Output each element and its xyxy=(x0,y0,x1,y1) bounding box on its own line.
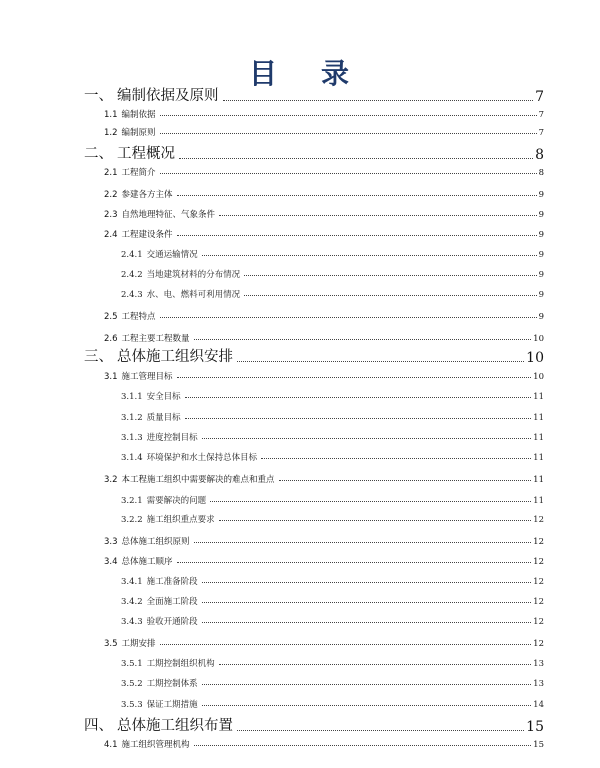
toc-dot-leader xyxy=(219,663,532,665)
toc-entry-label xyxy=(104,555,175,567)
toc-page-number: 7 xyxy=(538,128,544,138)
toc-entry-level-2[interactable] xyxy=(104,736,544,750)
toc-entry-level-2[interactable] xyxy=(104,635,544,649)
toc-dot-leader xyxy=(160,172,537,174)
toc-entry-number: 3.5.2 xyxy=(121,679,143,689)
toc-entry-label xyxy=(84,345,235,366)
toc-entry-label xyxy=(121,595,200,607)
toc-entry-label xyxy=(121,575,200,587)
toc-entry-number: 2.1 xyxy=(104,168,118,178)
toc-entry-number: 3.3 xyxy=(104,537,118,547)
toc-dot-leader xyxy=(210,500,531,502)
toc-dot-leader xyxy=(261,457,531,459)
toc-page-number: 8 xyxy=(538,168,544,178)
toc-dot-leader xyxy=(194,541,532,543)
toc-entry-text: 水、电、燃料可利用情况 xyxy=(146,290,241,300)
toc-entry-level-3[interactable] xyxy=(121,696,544,710)
toc-dot-leader xyxy=(219,519,532,521)
toc-entry-label xyxy=(121,451,259,463)
toc-entry-level-3[interactable] xyxy=(121,449,544,463)
toc-entry-text: 工期控制组织机构 xyxy=(146,659,215,669)
toc-entry-label xyxy=(84,714,235,735)
toc-dot-leader xyxy=(202,437,532,439)
toc-page-number: 11 xyxy=(533,392,544,402)
toc-page-number: 9 xyxy=(538,230,544,240)
toc-entry-number: 3.5.3 xyxy=(121,700,143,710)
toc-page-number: 9 xyxy=(538,250,544,260)
toc-entry-text: 当地建筑材料的分布情况 xyxy=(146,270,241,280)
toc-entry-level-2[interactable] xyxy=(104,226,544,240)
toc-entry-number: 3.4.3 xyxy=(121,617,143,627)
toc-entry-level-2[interactable] xyxy=(104,533,544,547)
toc-entry-level-2[interactable] xyxy=(104,553,544,567)
toc-entry-number: 3.4.1 xyxy=(121,577,143,587)
toc-entry-level-1[interactable] xyxy=(84,715,544,735)
toc-entry-label xyxy=(121,411,183,423)
toc-page-number: 10 xyxy=(533,334,544,344)
toc-entry-number: 2.3 xyxy=(104,210,118,220)
toc-entry-text: 工期控制体系 xyxy=(146,679,198,689)
toc-entry-label xyxy=(121,268,242,280)
toc-page-number: 10 xyxy=(533,372,544,382)
toc-entry-number: 3.1.3 xyxy=(121,433,143,443)
toc-entry-number: 2.2 xyxy=(104,190,118,200)
toc-entry-label xyxy=(121,513,217,525)
toc-page-number: 7 xyxy=(538,110,544,120)
toc-entry-level-2[interactable] xyxy=(104,330,544,344)
toc-entry-level-3[interactable] xyxy=(121,593,544,607)
toc-dot-leader xyxy=(237,360,524,362)
toc-entry-text: 编制依据 xyxy=(121,110,156,120)
toc-page-number: 12 xyxy=(533,515,544,525)
toc-page-number: 13 xyxy=(533,659,544,669)
toc-entry-level-3[interactable] xyxy=(121,266,544,280)
toc-entry-level-1[interactable] xyxy=(84,85,544,105)
toc-entry-number: 四、 xyxy=(84,718,113,734)
toc-page-number: 15 xyxy=(526,719,544,735)
toc-entry-level-3[interactable] xyxy=(121,613,544,627)
toc-dot-leader xyxy=(185,417,532,419)
toc-entry-level-3[interactable] xyxy=(121,655,544,669)
toc-dot-leader xyxy=(223,99,534,101)
toc-entry-number: 2.6 xyxy=(104,334,118,344)
toc-page-number: 14 xyxy=(533,700,544,710)
toc-entry-level-2[interactable] xyxy=(104,308,544,322)
toc-entry-text: 工程建设条件 xyxy=(121,230,173,240)
toc-dot-leader xyxy=(160,316,537,318)
toc-entry-number: 二、 xyxy=(84,146,113,162)
toc-entry-number: 3.1.1 xyxy=(121,392,143,402)
toc-entry-level-3[interactable] xyxy=(121,246,544,260)
toc-dot-leader xyxy=(194,338,532,340)
toc-entry-label xyxy=(121,390,183,402)
toc-entry-number: 三、 xyxy=(84,349,113,365)
toc-entry-level-3[interactable] xyxy=(121,675,544,689)
toc-dot-leader xyxy=(244,294,536,296)
toc-entry-text: 参建各方主体 xyxy=(121,190,173,200)
toc-page-number: 10 xyxy=(526,350,544,366)
toc-entry-label xyxy=(104,188,175,200)
toc-entry-level-1[interactable] xyxy=(84,143,544,163)
toc-entry-level-3[interactable] xyxy=(121,286,544,300)
toc-page-number: 15 xyxy=(533,740,544,750)
toc-entry-level-3[interactable] xyxy=(121,511,544,525)
toc-entry-text: 质量目标 xyxy=(146,413,181,423)
toc-page-number: 8 xyxy=(535,147,544,163)
toc-entry-number: 3.5 xyxy=(104,639,118,649)
toc-entry-level-2[interactable] xyxy=(104,471,544,485)
toc-page-number: 13 xyxy=(533,679,544,689)
toc-dot-leader xyxy=(244,274,536,276)
toc-dot-leader xyxy=(202,704,532,706)
toc-page-number: 11 xyxy=(533,413,544,423)
toc-entry-number: 3.2.2 xyxy=(121,515,143,525)
toc-entry-number: 2.5 xyxy=(104,312,118,322)
toc-page-number: 12 xyxy=(533,639,544,649)
toc-entry-label xyxy=(104,637,158,649)
toc-dot-leader xyxy=(160,114,537,116)
toc-entry-text: 进度控制目标 xyxy=(146,433,198,443)
toc-entry-text: 保证工期措施 xyxy=(146,700,198,710)
toc-entry-label xyxy=(104,535,192,547)
toc-entry-text: 环境保护和水土保持总体目标 xyxy=(146,453,258,463)
toc-entry-text: 编制依据及原则 xyxy=(117,88,219,104)
toc-entry-text: 施工准备阶段 xyxy=(146,577,198,587)
toc-entry-label xyxy=(104,228,175,240)
toc-entry-level-3[interactable] xyxy=(121,409,544,423)
toc-page-number: 12 xyxy=(533,557,544,567)
toc-entry-label xyxy=(104,108,158,120)
toc-page-number: 9 xyxy=(538,270,544,280)
toc-entry-text: 工程简介 xyxy=(121,168,156,178)
toc-entry-number: 1.1 xyxy=(104,110,118,120)
toc-dot-leader xyxy=(179,157,533,159)
toc-entry-text: 需要解决的问题 xyxy=(146,496,207,506)
toc-entry-text: 总体施工组织原则 xyxy=(121,537,190,547)
toc-entry-number: 3.1 xyxy=(104,372,118,382)
toc-entry-number: 2.4.2 xyxy=(121,270,143,280)
toc-page-number: 12 xyxy=(533,537,544,547)
toc-dot-leader xyxy=(177,234,537,236)
title-char-right: 录 xyxy=(321,57,352,90)
toc-entry-number: 4.1 xyxy=(104,740,118,750)
toc-entry-text: 工期安排 xyxy=(121,639,156,649)
toc-dot-leader xyxy=(202,683,532,685)
toc-entry-level-2[interactable] xyxy=(104,164,544,178)
toc-page-number: 11 xyxy=(533,475,544,485)
toc-entry-number: 2.4.1 xyxy=(121,250,143,260)
toc-entry-label xyxy=(104,310,158,322)
toc-entry-text: 工程概况 xyxy=(117,146,175,162)
toc-entry-text: 工程特点 xyxy=(121,312,156,322)
toc-entry-level-3[interactable] xyxy=(121,492,544,506)
toc-entry-text: 总体施工组织布置 xyxy=(117,718,233,734)
toc-entry-label xyxy=(84,142,177,163)
toc-page-number: 12 xyxy=(533,617,544,627)
toc-page-number: 11 xyxy=(533,496,544,506)
toc-entry-text: 安全目标 xyxy=(146,392,181,402)
toc-entry-text: 施工组织管理机构 xyxy=(121,740,190,750)
toc-entry-label xyxy=(104,370,175,382)
toc-dot-leader xyxy=(160,132,537,134)
toc-dot-leader xyxy=(177,561,532,563)
toc-entry-text: 本工程施工组织中需要解决的难点和重点 xyxy=(121,475,275,485)
toc-entry-number: 1.2 xyxy=(104,128,118,138)
toc-page-number: 9 xyxy=(538,312,544,322)
toc-dot-leader xyxy=(202,601,532,603)
toc-entry-level-2[interactable] xyxy=(104,368,544,382)
toc-entry-text: 总体施工组织安排 xyxy=(117,349,233,365)
toc-dot-leader xyxy=(202,581,532,583)
toc-page-number: 11 xyxy=(533,453,544,463)
toc-entry-level-2[interactable] xyxy=(104,206,544,220)
toc-entry-level-3[interactable] xyxy=(121,573,544,587)
toc-entry-label xyxy=(121,657,217,669)
toc-entry-label xyxy=(104,738,192,750)
toc-dot-leader xyxy=(279,479,532,481)
toc-dot-leader xyxy=(194,744,532,746)
toc-entry-text: 工程主要工程数量 xyxy=(121,334,190,344)
toc-entry-number: 2.4 xyxy=(104,230,118,240)
toc-entry-label xyxy=(121,698,200,710)
toc-entry-label xyxy=(121,615,200,627)
toc-page-number: 9 xyxy=(538,190,544,200)
toc-entry-number: 3.2 xyxy=(104,475,118,485)
toc-dot-leader xyxy=(177,376,532,378)
toc-entry-level-2[interactable] xyxy=(104,124,544,138)
toc-dot-leader xyxy=(202,621,532,623)
toc-page-number: 12 xyxy=(533,597,544,607)
toc-entry-text: 验收开通阶段 xyxy=(146,617,198,627)
toc-page-number: 11 xyxy=(533,433,544,443)
toc-page-number: 12 xyxy=(533,577,544,587)
toc-entry-label xyxy=(104,126,158,138)
toc-entry-label xyxy=(104,166,158,178)
toc-entry-label xyxy=(121,494,208,506)
toc-entry-text: 编制原则 xyxy=(121,128,156,138)
toc-dot-leader xyxy=(185,396,532,398)
toc-entry-label xyxy=(121,248,200,260)
toc-entry-number: 3.2.1 xyxy=(121,496,143,506)
toc-entry-number: 3.4 xyxy=(104,557,118,567)
toc-entry-label xyxy=(121,431,200,443)
toc-entry-label xyxy=(121,677,200,689)
toc-entry-text: 自然地理特征、气象条件 xyxy=(121,210,216,220)
toc-entry-number: 3.1.4 xyxy=(121,453,143,463)
toc-entry-number: 3.5.1 xyxy=(121,659,143,669)
toc-entry-text: 交通运输情况 xyxy=(146,250,198,260)
toc-page-number: 7 xyxy=(535,89,544,105)
toc-entry-number: 一、 xyxy=(84,88,113,104)
toc-entry-text: 施工管理目标 xyxy=(121,372,173,382)
toc-entry-label xyxy=(104,332,192,344)
toc-entry-level-2[interactable] xyxy=(104,106,544,120)
toc-entry-number: 3.4.2 xyxy=(121,597,143,607)
toc-entry-label xyxy=(104,208,217,220)
title-char-left: 目 xyxy=(248,57,279,90)
toc-page-number: 9 xyxy=(538,290,544,300)
toc-entry-text: 全面施工阶段 xyxy=(146,597,198,607)
toc-dot-leader xyxy=(160,643,532,645)
toc-entry-level-3[interactable] xyxy=(121,429,544,443)
toc-dot-leader xyxy=(219,214,537,216)
toc-entry-number: 3.1.2 xyxy=(121,413,143,423)
toc-page-number: 9 xyxy=(538,210,544,220)
toc-dot-leader xyxy=(177,194,537,196)
toc-entry-text: 施工组织重点要求 xyxy=(146,515,215,525)
toc-entry-level-3[interactable] xyxy=(121,388,544,402)
toc-entry-label xyxy=(121,288,242,300)
toc-entry-label xyxy=(104,473,277,485)
toc-dot-leader xyxy=(202,254,537,256)
toc-entry-text: 总体施工顺序 xyxy=(121,557,173,567)
toc-entry-level-1[interactable] xyxy=(84,346,544,366)
toc-entry-number: 2.4.3 xyxy=(121,290,143,300)
toc-entry-label xyxy=(84,84,221,105)
toc-dot-leader xyxy=(237,729,524,731)
toc-entry-level-2[interactable] xyxy=(104,186,544,200)
